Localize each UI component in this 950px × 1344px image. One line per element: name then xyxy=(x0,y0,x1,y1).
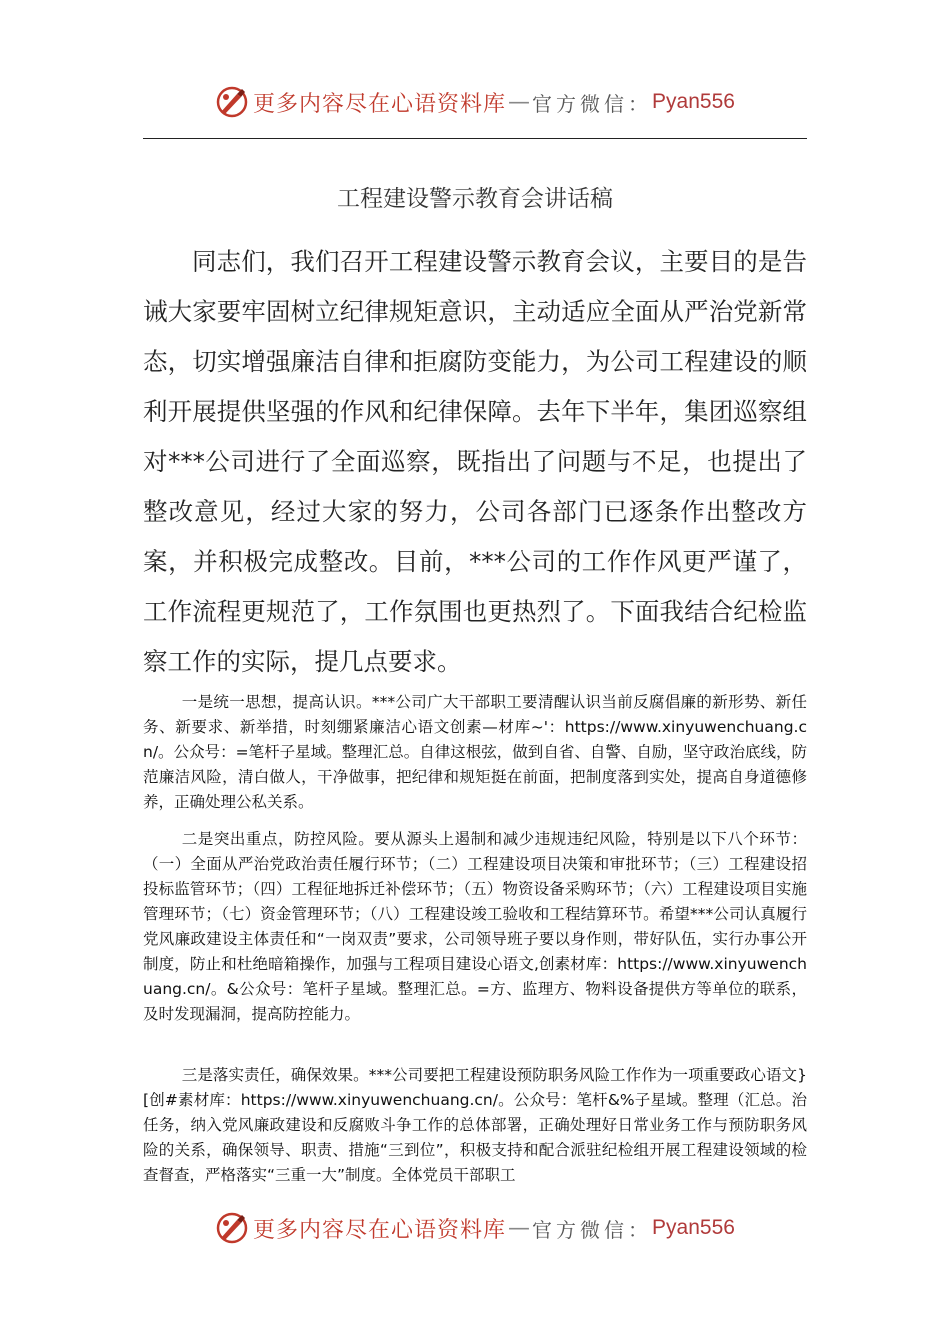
banner-dash: — xyxy=(508,1215,531,1241)
header-divider xyxy=(143,138,807,139)
official-wechat-label: 官方微信： xyxy=(532,1217,653,1242)
pen-nib-logo-icon xyxy=(215,1211,249,1245)
banner-dash: — xyxy=(508,89,531,115)
header-banner xyxy=(0,82,950,122)
wechat-id: Pyan556 xyxy=(652,1216,735,1239)
brand-text: 更多内容尽在心语资料库 xyxy=(253,91,507,117)
body-paragraph-3: 三是落实责任，确保效果。***公司要把工程建设预防职务风险工作作为一项重要政心语文}[创#素材库：https://www.xinyuwenchuang.cn/。公众号：笔杆&%子星域。整理（汇总。治任务，纳入党风廉政建设和反腐败斗争工作的总体部署，正确处理好日常业务工作与预防职务风险的关系，确保领导、职责、措施“三到位”，积极支持和配合派驻纪检组开展工程建设领域的检查督查，严格落实“三重一大”制度。全体党员干部职工 xyxy=(143,1066,807,1184)
document-title: 工程建设警示教育会讲话稿 xyxy=(337,186,613,212)
lead-paragraph: 同志们，我们召开工程建设警示教育会议，主要目的是告诫大家要牢固树立纪律规矩意识，主动适应全面从严治党新常态，切实增强廉洁自律和拒腐防变能力，为公司工程建设的顺利开展提供坚强的作风和纪律保障。去年下半年，集团巡察组对***公司进行了全面巡察，既指出了问题与不足，也提出了整改意见，经过大家的努力，公司各部门已逐条作出整改方案，并积极完成整改。目前，***公司的工作作风更严谨了，工作流程更规范了，工作氛围也更热烈了。下面我结合纪检监察工作的实际，提几点要求。 xyxy=(143,247,807,676)
pen-nib-logo-icon xyxy=(215,85,249,119)
wechat-id: Pyan556 xyxy=(652,90,735,113)
official-wechat-label: 官方微信： xyxy=(532,91,653,116)
body-paragraph-1: 一是统一思想，提高认识。***公司广大干部职工要清醒认识当前反腐倡廉的新形势、新任务、新要求、新举措，时刻绷紧廉洁心语文创素—材库~'：https://www.xinyuwenchuang.cn/。公众号：=笔杆子星域。整理汇总。自律这根弦，做到自省、自警、自励，坚守政治底线，防范廉洁风险，清白做人，干净做事，把纪律和规矩挺在前面，把制度落到实处，提高自身道德修养，正确处理公私关系。 xyxy=(143,693,807,811)
brand-text: 更多内容尽在心语资料库 xyxy=(253,1217,507,1243)
body-paragraph-2: 二是突出重点，防控风险。要从源头上遏制和减少违规违纪风险，特别是以下八个环节：（一）全面从严治党政治责任履行环节；（二）工程建设项目决策和审批环节；（三）工程建设招投标监管环节；（四）工程征地拆迁补偿环节；（五）物资设备采购环节；（六）工程建设项目实施管理环节；（七）资金管理环节；（八）工程建设竣工验收和工程结算环节。希望***公司认真履行党风廉政建设主体责任和“一岗双责”要求，公司领导班子要以身作则，带好队伍，实行办事公开制度，防止和杜绝暗箱操作，加强与工程项目建设心语文,创素材库：https://www.xinyuwenchuang.cn/。&公众号：笔杆子星域。整理汇总。=方、监理方、物料设备提供方等单位的联系，及时发现漏洞，提高防控能力。 xyxy=(143,830,807,1023)
footer-banner xyxy=(0,1208,950,1248)
